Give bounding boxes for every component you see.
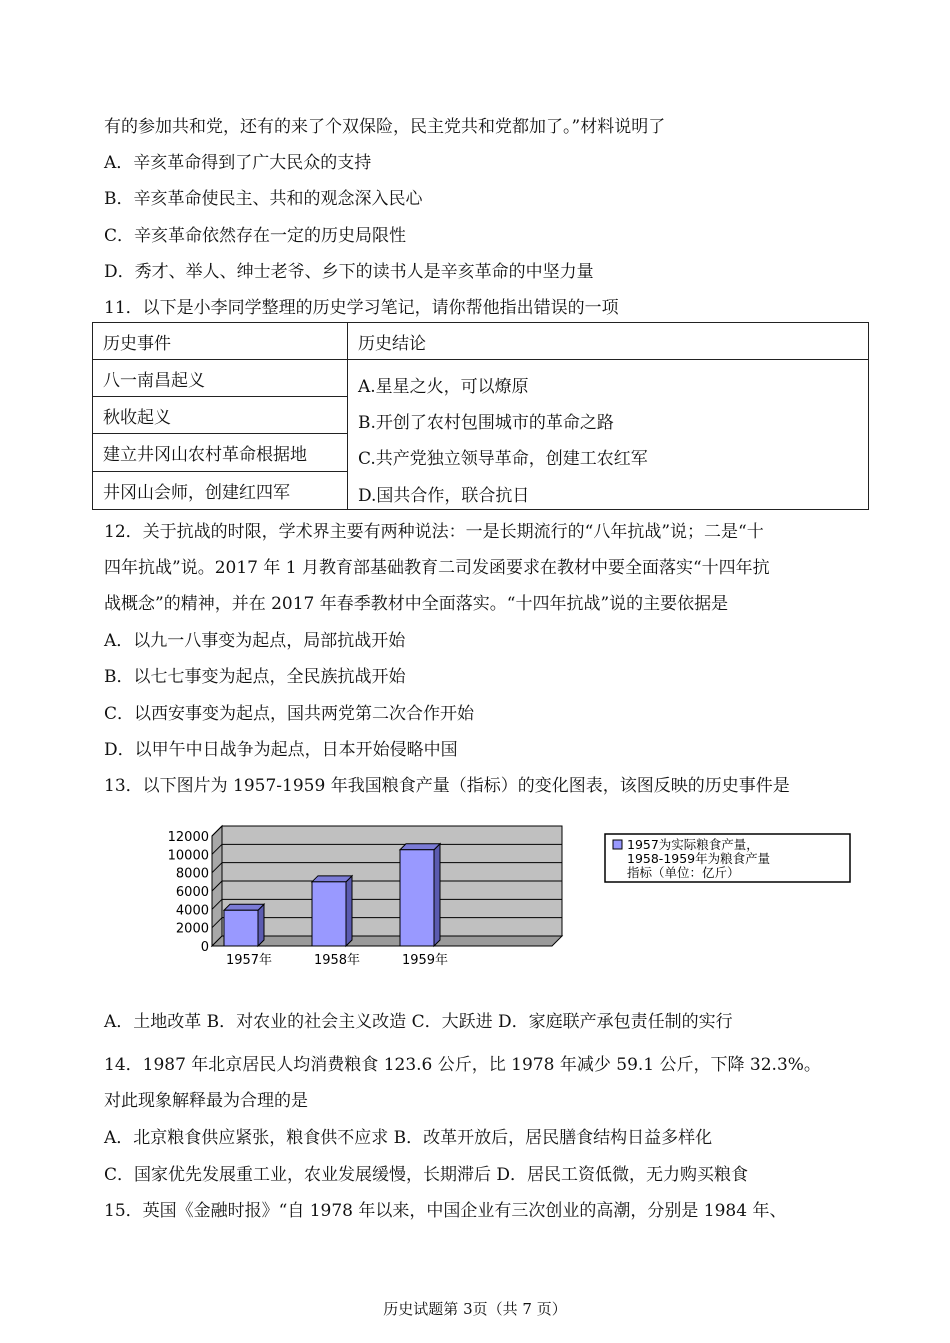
grain-chart-svg	[150, 822, 860, 972]
options-q14-cd: C．国家优先发展重工业，农业发展缓慢，长期滞后 D．居民工资低微，无力购买粮食	[104, 1165, 749, 1185]
chart-y-tick-label: 12000	[167, 830, 209, 845]
option-q10-a: A．辛亥革命得到了广大民众的支持	[104, 153, 372, 173]
option-q10-d: D．秀才、举人、绅士老爷、乡下的读书人是辛亥革命的中坚力量	[104, 262, 594, 282]
question-12-line-3: 战概念”的精神，并在 2017 年春季教材中全面落实。“十四年抗战”说的主要依据是	[104, 594, 729, 614]
chart-bar-top	[312, 876, 352, 882]
chart-y-tick-label: 10000	[167, 848, 209, 864]
chart-y-tick-label: 4000	[175, 903, 209, 919]
grain-output-chart	[150, 822, 860, 977]
chart-legend-text: 1957为实际粮食产量，	[627, 837, 759, 852]
option-q12-b: B．以七七事变为起点，全民族抗战开始	[104, 667, 406, 687]
chart-y-tick-label: 0	[200, 940, 209, 955]
chart-legend-swatch	[613, 840, 622, 849]
chart-bar-top	[400, 844, 440, 850]
table-event-1: 八一南昌起义	[93, 360, 348, 397]
chart-legend-text: 1958-1959年为粮食产量	[627, 851, 771, 866]
chart-y-tick-label: 2000	[175, 921, 209, 937]
chart-bar	[400, 850, 434, 946]
options-q13: A．土地改革 B．对农业的社会主义改造 C．大跃进 D．家庭联产承包责任制的实行	[104, 1012, 733, 1032]
page-footer: 历史试题第 3页（共 7 页）	[383, 1300, 567, 1318]
options-q14-ab: A．北京粮食供应紧张，粮食供不应求 B．改革开放后，居民膳食结构日益多样化	[104, 1128, 713, 1148]
table-conclusion-d: D.国共合作，联合抗日	[358, 486, 530, 506]
chart-x-tick-label: 1959年	[401, 953, 449, 968]
chart-bar	[224, 910, 258, 946]
chart-y-tick-label: 8000	[175, 866, 209, 882]
table-conclusion-a: A.星星之火，可以燎原	[358, 377, 529, 397]
question-12-line-2: 四年抗战”说。2017 年 1 月教育部基础教育二司发函要求在教材中要全面落实“十四年抗	[104, 558, 770, 578]
table-event-4: 井冈山会师，创建红四军	[93, 472, 348, 510]
question-13: 13．以下图片为 1957-1959 年我国粮食产量（指标）的变化图表，该图反映的历史事件是	[104, 776, 790, 796]
chart-bar-side	[434, 844, 440, 946]
table-conclusion-b: B.开创了农村包围城市的革命之路	[358, 413, 614, 433]
chart-bar-top	[224, 904, 264, 910]
chart-y-tick-label: 6000	[175, 885, 209, 900]
question-15: 15．英国《金融时报》“自 1978 年以来，中国企业有三次创业的高潮，分别是 1984 年、	[104, 1201, 787, 1221]
table-conclusion-c: C.共产党独立领导革命，创建工农红军	[358, 449, 648, 469]
chart-bar-side	[346, 876, 352, 946]
option-q10-c: C．辛亥革命依然存在一定的历史局限性	[104, 226, 407, 246]
question-14-line-2: 对此现象解释最为合理的是	[104, 1091, 308, 1111]
option-q12-c: C．以西安事变为起点，国共两党第二次合作开始	[104, 704, 475, 724]
option-q12-a: A．以九一八事变为起点，局部抗战开始	[104, 631, 406, 651]
option-q12-d: D．以甲午中日战争为起点，日本开始侵略中国	[104, 740, 458, 760]
chart-x-tick-label: 1958年	[313, 953, 361, 968]
option-q10-b: B．辛亥革命使民主、共和的观念深入民心	[104, 189, 423, 209]
chart-bar	[312, 882, 346, 946]
chart-x-tick-label: 1957年	[225, 953, 273, 968]
table-header-conclusion: 历史结论	[348, 323, 869, 360]
chart-bar-side	[258, 904, 264, 946]
question-12-line-1: 12．关于抗战的时限，学术界主要有两种说法：一是长期流行的“八年抗战”说；二是“十	[104, 522, 764, 542]
table-event-3: 建立井冈山农村革命根据地	[93, 434, 348, 472]
table-event-2: 秋收起义	[93, 397, 348, 434]
text-line-q10-stem: 有的参加共和党，还有的来了个双保险，民主党共和党都加了。”材料说明了	[104, 117, 666, 137]
chart-legend-text: 指标（单位：亿斤）	[627, 865, 740, 880]
question-14-line-1: 14．1987 年北京居民人均消费粮食 123.6 公斤，比 1978 年减少 59.1 公斤，下降 32.3%。	[104, 1055, 821, 1075]
table-header-event: 历史事件	[93, 323, 348, 360]
question-11: 11．以下是小李同学整理的历史学习笔记，请你帮他指出错误的一项	[104, 298, 619, 318]
